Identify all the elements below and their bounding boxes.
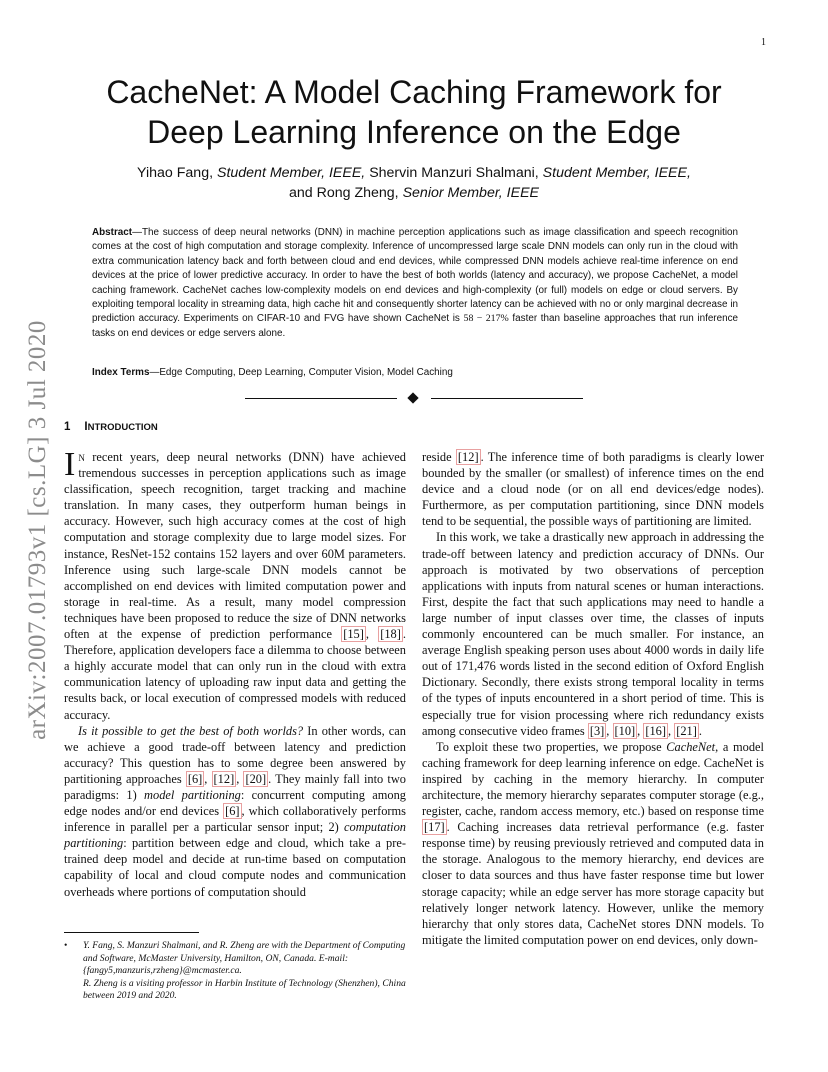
paragraph <box>64 446 406 723</box>
title-line-2: Deep Learning Inference on the Edge <box>147 114 681 150</box>
author-2-role: Student Member, IEEE, <box>542 165 691 181</box>
italic-term: CacheNet <box>666 739 716 754</box>
section-number: 1 <box>64 421 71 433</box>
divider-diamond-icon <box>407 392 418 403</box>
citation-link[interactable]: [16] <box>645 723 667 738</box>
drop-cap-rest: n <box>78 450 85 464</box>
paragraph-text: . Therefore, application developers face a dilemma to choose between a highly accurate model that can only run in the cloud with extra communication latency of uploading raw input data and getting the results back, or local execution of compressed models with reduced accuracy. <box>64 627 406 722</box>
author-list <box>60 163 768 203</box>
author-3-name: and Rong Zheng, <box>288 185 403 201</box>
citation-link[interactable]: [6] <box>225 804 240 819</box>
author-2-name: Shervin Manzuri Shalmani, <box>365 165 543 181</box>
paragraph-text: . The inference time of both paradigms is clearly lower bounded by the smaller (or smallest) of inference times on the end device and a cloud node (or on all end devices/edge nodes). Furthermore, as per computation partitioning, since DNN models tend to be sequential, the possible ways of partitioning are limited. <box>422 450 764 529</box>
citation-link[interactable]: [3] <box>589 723 605 738</box>
separator: , <box>668 723 675 738</box>
citation-link[interactable]: [12] <box>457 450 479 464</box>
citation-link[interactable]: [15] <box>343 627 364 642</box>
footnote <box>64 940 406 1003</box>
index-terms <box>92 366 738 380</box>
separator: , <box>236 771 244 786</box>
author-3-role: Senior Member, IEEE <box>402 185 539 201</box>
paragraph <box>422 449 764 529</box>
paragraph-text: . Caching increases data retrieval performance (e.g. faster response time) by reusing previously retrieved and computed data in the storage. Analogous to the memory hierarchy, end devices are closer to data sources and thus have faster response time but lower storage capacity; while an edge server has more storage capacity but relatively longer network latency. However, unlike the memory hierarchy that only stores data, CacheNet stores DNN models. To mitigate the limited computation power on end devices, only down- <box>422 820 764 947</box>
divider-line-right <box>431 398 583 399</box>
footnote-affiliation: Y. Fang, S. Manzuri Shalmani, and R. Zheng are with the Department of Computing and Software, McMaster University, Hamilton, ON, Canada. E-mail: {fangy5,manzuris,rzheng}@mcmaster.ca. <box>83 940 406 977</box>
footnote-bullet: • <box>64 940 68 951</box>
author-1-name: Yihao Fang, <box>137 165 217 181</box>
arxiv-identifier-stamp[interactable]: arXiv:2007.01793v1 [cs.LG] 3 Jul 2020 <box>24 320 51 740</box>
citation-link[interactable]: [17] <box>424 820 445 835</box>
italic-term: model partitioning <box>144 787 241 802</box>
separator: , <box>637 723 644 738</box>
index-terms-label: Index Terms <box>92 367 150 378</box>
paragraph-text: : partition between edge and cloud, which take a pre-trained deep model and decide at run-time based on computation capability of local and cloud compute nodes and communication overheads where portions of computation should <box>64 836 406 899</box>
paragraph-text: In this work, we take a drastically new approach in addressing the trade-off between latency and prediction accuracy of DNNs. Our approach is motivated by two observations of perception applications with inputs from natural scenes or human interactions. First, despite the fact that such applications may need to handle a large number of input classes over time, the classes of inputs commonly encountered can be much smaller. For instance, an average English speaking person uses about 4000 words in daily life out of 171,476 words listed in the second edition of Oxford English Dictionary. Secondly, there exists strong temporal locality in terms of the types of inputs encountered in a short period of time. This is especially true for vision processing where rich redundancy exists among consecutive video frames <box>422 530 764 738</box>
drop-cap: I <box>64 446 76 483</box>
citation-link[interactable]: [6] <box>187 771 203 786</box>
paragraph <box>64 723 406 900</box>
abstract-math: 58 − 217% <box>463 313 509 325</box>
section-title-first: I <box>84 421 88 433</box>
citation-link[interactable]: [21] <box>676 723 697 738</box>
citation-link[interactable]: [20] <box>245 771 267 786</box>
section-divider <box>245 393 583 405</box>
paragraph-text: , which collaboratively performs inference in parallel per a particular sensor input; 2) <box>64 804 406 835</box>
separator: . <box>698 723 702 738</box>
section-title-rest: NTRODUCTION <box>87 422 158 433</box>
divider-line-left <box>245 398 397 399</box>
index-terms-text: —Edge Computing, Deep Learning, Computer Vision, Model Caching <box>149 367 453 378</box>
author-1-role: Student Member, IEEE, <box>216 165 366 181</box>
citation-link[interactable]: [12] <box>213 771 235 786</box>
paragraph-text: recent years, deep neural networks (DNN) have achieved tremendous successes in perception applications such as image classification, speech recognition, target tracking and machine translation. In many cases, they outperform human beings in accuracy. However, such high accuracy comes at the cost of high computation and storage complexity due to large model sizes. For instance, ResNet-152 contains 152 layers and over 60M parameters. Inference using such large-scale DNN models cannot be accomplished on end devices with limited computation power and storage in real-time. As a result, many model compression techniques have been proposed to reduce the size of DNN networks often at the expense of prediction performance <box>64 450 406 642</box>
paragraph-text: : concurrent computing among edge nodes and/or end devices <box>64 787 407 819</box>
abstract-text: —The success of deep neural networks (DNN) in machine perception applications such as image classification and speech recognition comes at the cost of high computation and storage complexity. Inference of uncompressed large scale DNN models can only run in the cloud with extra communication latency back and forth between cloud and end devices, while compressed DNN models achieve real-time inference on end devices at the price of lower predictive accuracy. In order to have the best of both worlds (latency and accuracy), we propose CacheNet, a model caching framework. CacheNet caches low-complexity models on end devices and high-complexity (or full) models on edge or cloud servers. By exploiting temporal locality in streaming data, high cache hit and consequently shorter latency can be achieved with no or only marginal decrease in prediction accuracy. Experiments on CIFAR-10 and FVG have shown CacheNet is <box>92 227 738 325</box>
separator: , <box>365 627 379 642</box>
citation-link[interactable]: [10] <box>614 723 636 738</box>
paragraph-text: , a model caching framework for deep learning inference on edge. CacheNet is inspired by caching in the memory hierarchy. In computer architecture, the memory hierarchy separates computer storage (e.g., register, cache, random access memory, etc.) based on response time <box>422 739 764 819</box>
paragraph-text: In other words, can we achieve a good trade-off between latency and prediction accuracy? This question has to some degree been answered by partitioning approaches <box>64 723 406 786</box>
right-column <box>422 449 764 948</box>
footnote-visiting: R. Zheng is a visiting professor in Harbin Institute of Technology (Shenzhen), China between 2019 and 2020. <box>83 977 406 1002</box>
left-column <box>64 446 407 900</box>
paragraph <box>422 739 764 948</box>
italic-term: computation partitioning <box>64 820 406 851</box>
title-line-1: CacheNet: A Model Caching Framework for <box>106 74 722 110</box>
paragraph-text: reside <box>422 450 456 464</box>
page-number: 1 <box>761 37 766 48</box>
abstract-label: Abstract <box>92 227 133 238</box>
paper-title <box>60 72 768 152</box>
italic-question: Is it possible to get the best of both worlds? <box>78 723 304 738</box>
section-heading <box>64 421 158 433</box>
separator: , <box>204 771 212 786</box>
separator: , <box>606 723 613 738</box>
citation-link[interactable]: [18] <box>380 627 401 642</box>
footnote-rule <box>64 932 199 933</box>
paragraph-text: To exploit these two properties, we propose <box>436 739 667 754</box>
paragraph-text: . They mainly fall into two paradigms: 1) <box>64 771 406 802</box>
abstract <box>92 226 738 341</box>
paragraph <box>422 529 764 738</box>
abstract-text-end: faster than baseline approaches that run inference tasks on end devices or edge servers alone. <box>92 313 739 339</box>
